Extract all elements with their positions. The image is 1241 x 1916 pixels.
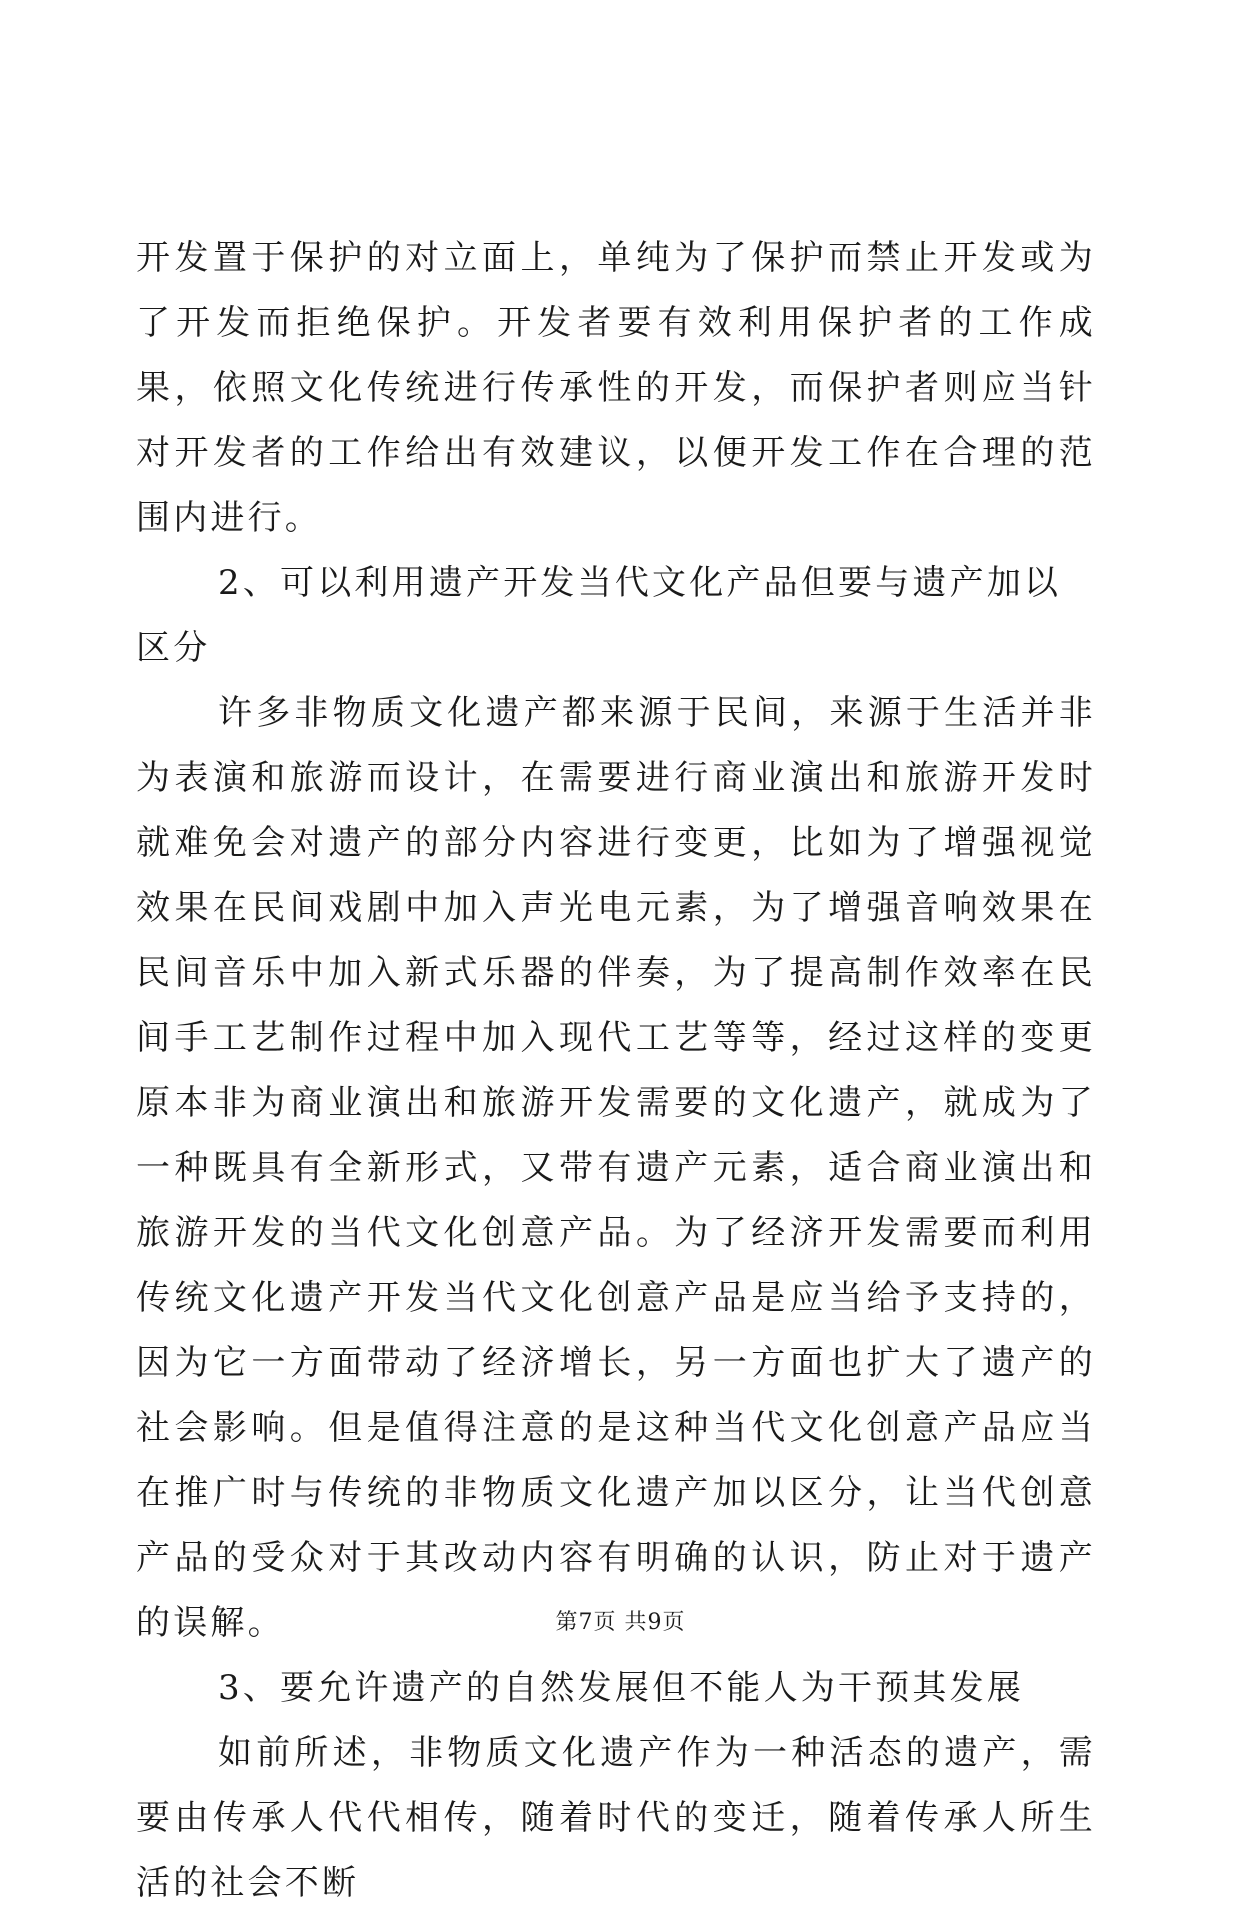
paragraph-section-3: 如前所述，非物质文化遗产作为一种活态的遗产，需要由传承人代代相传，随着时代的变迁，随着传承人所生活的社会不断 <box>136 1733 1096 1903</box>
page-number-footer: 第7页 共9页 <box>555 1610 686 1635</box>
page-body <box>136 226 1096 1916</box>
paragraph-continuation: 开发置于保护的对立面上，单纯为了保护而禁止开发或为了开发而拒绝保护。开发者要有效利用保护者的工作成果，依照文化传统进行传承性的开发，而保护者则应当针对开发者的工作给出有效建议，以便开发工作在合理的范围内进行。 <box>136 238 1096 538</box>
section-heading-3: 3、要允许遗产的自然发展但不能人为干预其发展 <box>218 1668 1025 1708</box>
section-heading-2: 2、可以利用遗产开发当代文化产品但要与遗产加以区分 <box>136 563 1062 668</box>
paragraph-section-2: 许多非物质文化遗产都来源于民间，来源于生活并非为表演和旅游而设计，在需要进行商业演出和旅游开发时就难免会对遗产的部分内容进行变更，比如为了增强视觉效果在民间戏剧中加入声光电元素，为了增强音响效果在民间音乐中加入新式乐器的伴奏，为了提高制作效率在民间手工艺制作过程中加入现代工艺等等，经过这样的变更原本非为商业演出和旅游开发需要的文化遗产，就成为了一种既具有全新形式，又带有遗产元素，适合商业演出和旅游开发的当代文化创意产品。为了经济开发需要而利用传统文化遗产开发当代文化创意产品是应当给予支持的，因为它一方面带动了经济增长，另一方面也扩大了遗产的社会影响。但是值得注意的是这种当代文化创意产品应当在推广时与传统的非物质文化遗产加以区分，让当代创意产品的受众对于其改动内容有明确的认识，防止对于遗产的误解。 <box>136 693 1096 1643</box>
